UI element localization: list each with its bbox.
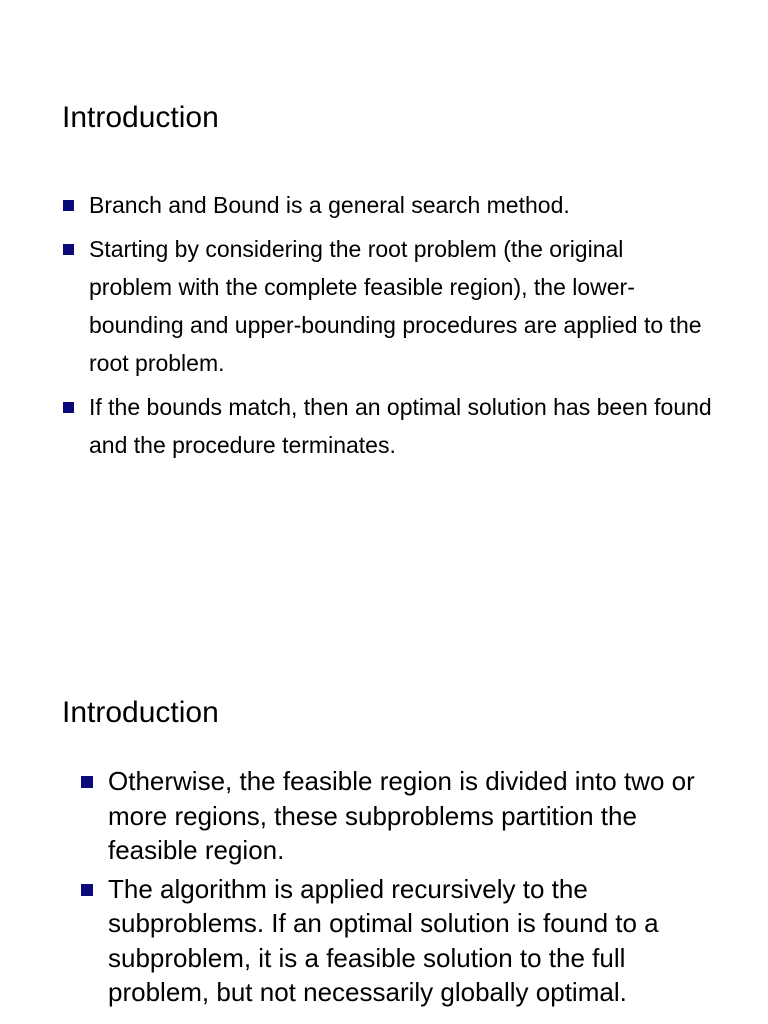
bullet-list (62, 186, 712, 470)
bullet-item (62, 230, 712, 382)
bullet-item (80, 764, 700, 868)
square-bullet-icon (81, 884, 93, 896)
bullet-text: The algorithm is applied recursively to the subproblems. If an optimal solution is found to a subproblem, it is a feasible solution to the full problem, but not necessarily globally optimal. (108, 873, 659, 1007)
slide-title: Introduction (62, 696, 219, 729)
bullet-item (62, 388, 712, 464)
bullet-list (80, 764, 700, 1014)
bullet-item (62, 186, 712, 224)
square-bullet-icon (63, 402, 74, 413)
slide-title: Introduction (62, 101, 219, 134)
bullet-text: Branch and Bound is a general search method. (89, 192, 570, 218)
slide-2 (0, 600, 768, 1024)
bullet-text: Starting by considering the root problem (the original problem with the complete feasible region), the lower-bounding and upper-bounding procedures are applied to the root problem. (89, 236, 702, 376)
square-bullet-icon (63, 200, 74, 211)
bullet-item (80, 872, 700, 1010)
square-bullet-icon (63, 244, 74, 255)
bullet-text: Otherwise, the feasible region is divided into two or more regions, these subproblems partition the feasible region. (108, 766, 695, 865)
square-bullet-icon (81, 776, 93, 788)
bullet-text: If the bounds match, then an optimal solution has been found and the procedure terminates. (89, 394, 712, 458)
